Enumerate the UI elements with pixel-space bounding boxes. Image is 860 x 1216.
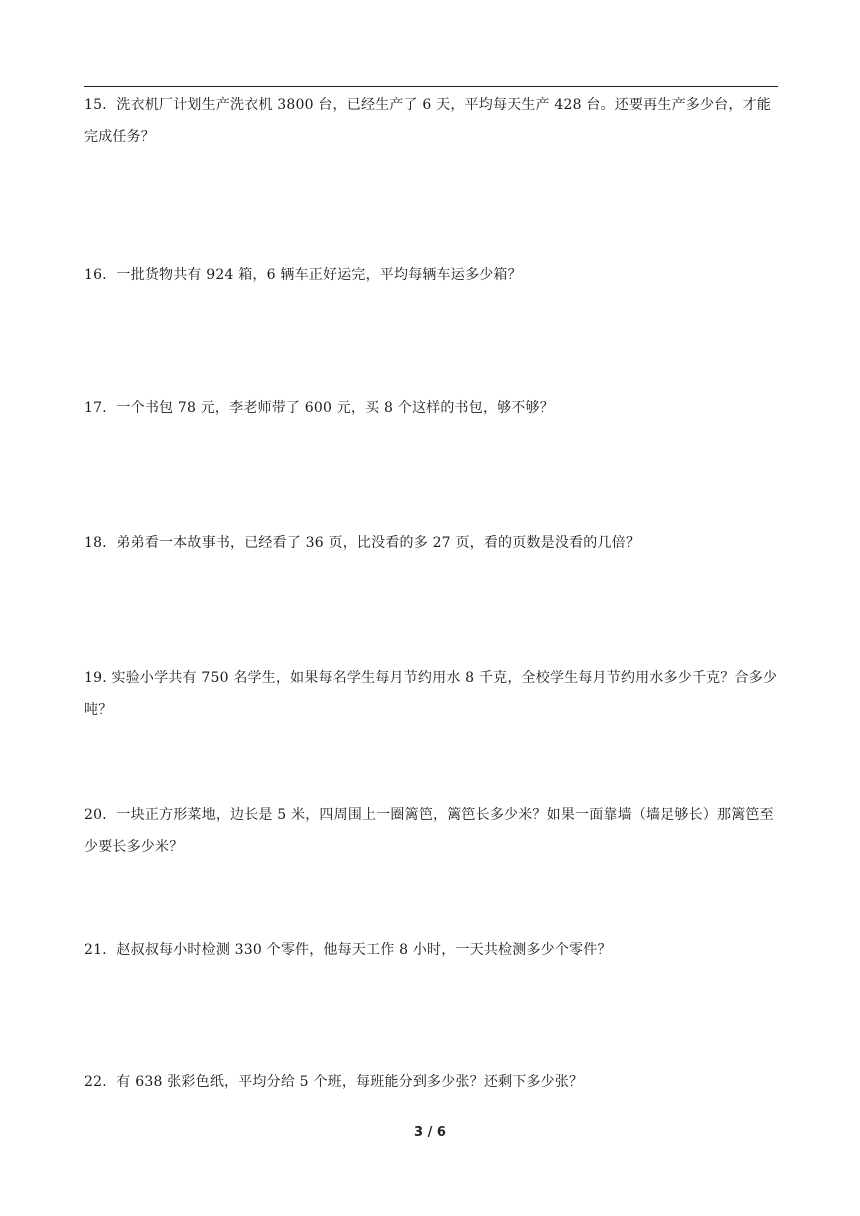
- question-18: 18．弟弟看一本故事书，已经看了 36 页，比没看的多 27 页，看的页数是没看的几倍？: [84, 535, 641, 551]
- question-21: 21．赵叔叔每小时检测 330 个零件，他每天工作 8 小时，一天共检测多少个零件？: [84, 942, 612, 958]
- question-15: 15．洗衣机厂计划生产洗衣机 3800 台，已经生产了 6 天，平均每天生产 428 台。还要再生产多少台，才能完成任务？: [84, 97, 771, 145]
- question-16: 16．一批货物共有 924 箱，6 辆车正好运完，平均每辆车运多少箱？: [84, 267, 522, 283]
- question-20: 20．一块正方形菜地，边长是 5 米，四周围上一圈篱笆，篱笆长多少米？如果一面靠墙（墙足够长）那篱笆至少要长多少米？: [84, 807, 774, 855]
- question-19: 19. 实验小学共有 750 名学生，如果每名学生每月节约用水 8 千克，全校学生每月节约用水多少千克？合多少吨？: [84, 670, 778, 718]
- page-number: 3 / 6: [414, 1125, 446, 1140]
- question-17: 17．一个书包 78 元，李老师带了 600 元，买 8 个这样的书包，够不够？: [84, 400, 554, 416]
- question-22: 22．有 638 张彩色纸，平均分给 5 个班，每班能分到多少张？还剩下多少张？: [84, 1074, 584, 1090]
- header-rule: [84, 86, 778, 87]
